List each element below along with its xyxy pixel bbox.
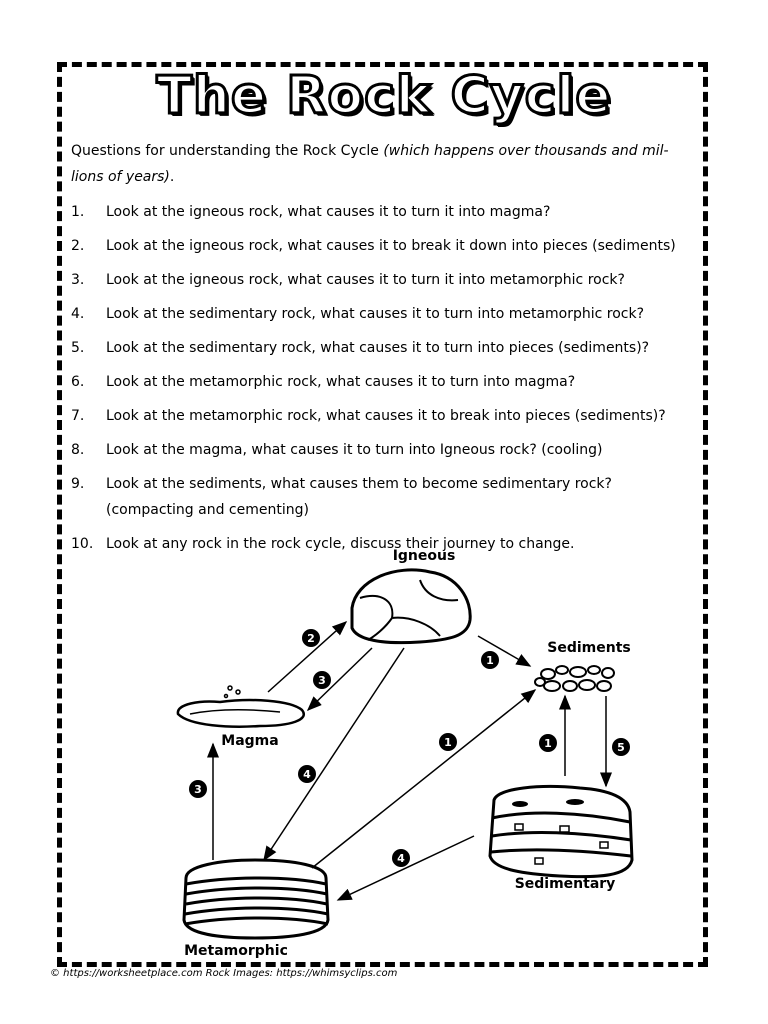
magma-image <box>178 686 304 727</box>
question-text: Look at the sediments, what causes them to become sedimentary rock? (compacting and cementing) <box>106 476 612 518</box>
igneous-label: Igneous <box>392 548 456 564</box>
question-number: 1. <box>71 204 85 220</box>
footer-credits: © https://worksheetplace.com Rock Images: https://whimsyclips.com <box>50 968 398 979</box>
metamorphic-rock-image <box>184 860 328 938</box>
badge-igneous-to-magma <box>313 671 331 689</box>
badge-number: 2 <box>307 632 315 645</box>
badge-sedimentary-to-metamorphic <box>392 849 410 867</box>
metamorphic-label: Metamorphic <box>184 943 288 959</box>
arrow-sedimentary-to-metamorphic <box>338 836 474 900</box>
question-text: Look at the sedimentary rock, what causes it to turn into metamorphic rock? <box>106 306 645 322</box>
intro-text <box>71 138 681 190</box>
intro-lead: Questions for understanding the Rock Cycle <box>71 143 384 159</box>
badge-magma-to-igneous <box>302 629 320 647</box>
arrow-igneous-to-metamorphic <box>264 648 404 860</box>
question-text: Look at the igneous rock, what causes it to break it down into pieces (sediments) <box>106 238 676 254</box>
sedimentary-label: Sedimentary <box>514 876 616 892</box>
badge-number: 4 <box>397 852 405 865</box>
question-number: 3. <box>71 272 85 288</box>
badge-metamorphic-to-magma <box>189 780 207 798</box>
question-text: Look at any rock in the rock cycle, discuss their journey to change. <box>106 536 575 552</box>
rock-cycle-diagram <box>0 540 768 960</box>
question-text: Look at the igneous rock, what causes it to turn it into metamorphic rock? <box>106 272 625 288</box>
intro-end: . <box>169 169 175 185</box>
question-number: 2. <box>71 238 85 254</box>
badge-number: 3 <box>318 674 326 687</box>
question-number: 5. <box>71 340 85 356</box>
sediments-image <box>535 666 614 691</box>
question-text: Look at the metamorphic rock, what causes it to break into pieces (sediments)? <box>106 408 666 424</box>
border-bottom <box>57 962 708 967</box>
badge-igneous-to-sediments <box>481 651 499 669</box>
question-number: 6. <box>71 374 85 390</box>
question-number: 7. <box>71 408 85 424</box>
badge-number: 1 <box>486 654 494 667</box>
question-number: 9. <box>71 476 85 492</box>
badge-metamorphic-to-sediments <box>439 733 457 751</box>
question-number: 10. <box>71 536 94 552</box>
question-text: Look at the metamorphic rock, what causes it to turn into magma? <box>106 374 576 390</box>
badge-number: 4 <box>303 768 311 781</box>
sedimentary-rock-image <box>490 787 632 877</box>
badge-sediments-to-sedimentary <box>612 738 630 756</box>
question-number: 4. <box>71 306 85 322</box>
badge-number: 3 <box>194 783 202 796</box>
question-text: Look at the magma, what causes it to turn into Igneous rock? (cooling) <box>106 442 603 458</box>
magma-label: Magma <box>221 733 279 749</box>
question-text: Look at the igneous rock, what causes it to turn it into magma? <box>106 204 551 220</box>
badge-number: 1 <box>444 736 452 749</box>
question-number: 8. <box>71 442 85 458</box>
intro-italic: (which happens over thousands and mil-lions of years) <box>71 143 669 185</box>
page-title: The Rock Cycle <box>156 66 612 126</box>
sediments-label: Sediments <box>547 640 631 656</box>
badge-number: 1 <box>544 737 552 750</box>
badge-sedimentary-to-sediments <box>539 734 557 752</box>
badge-igneous-to-metamorphic <box>298 765 316 783</box>
question-text: Look at the sedimentary rock, what causes it to turn into pieces (sediments)? <box>106 340 650 356</box>
badge-number: 5 <box>617 741 625 754</box>
igneous-rock-image <box>352 570 470 643</box>
